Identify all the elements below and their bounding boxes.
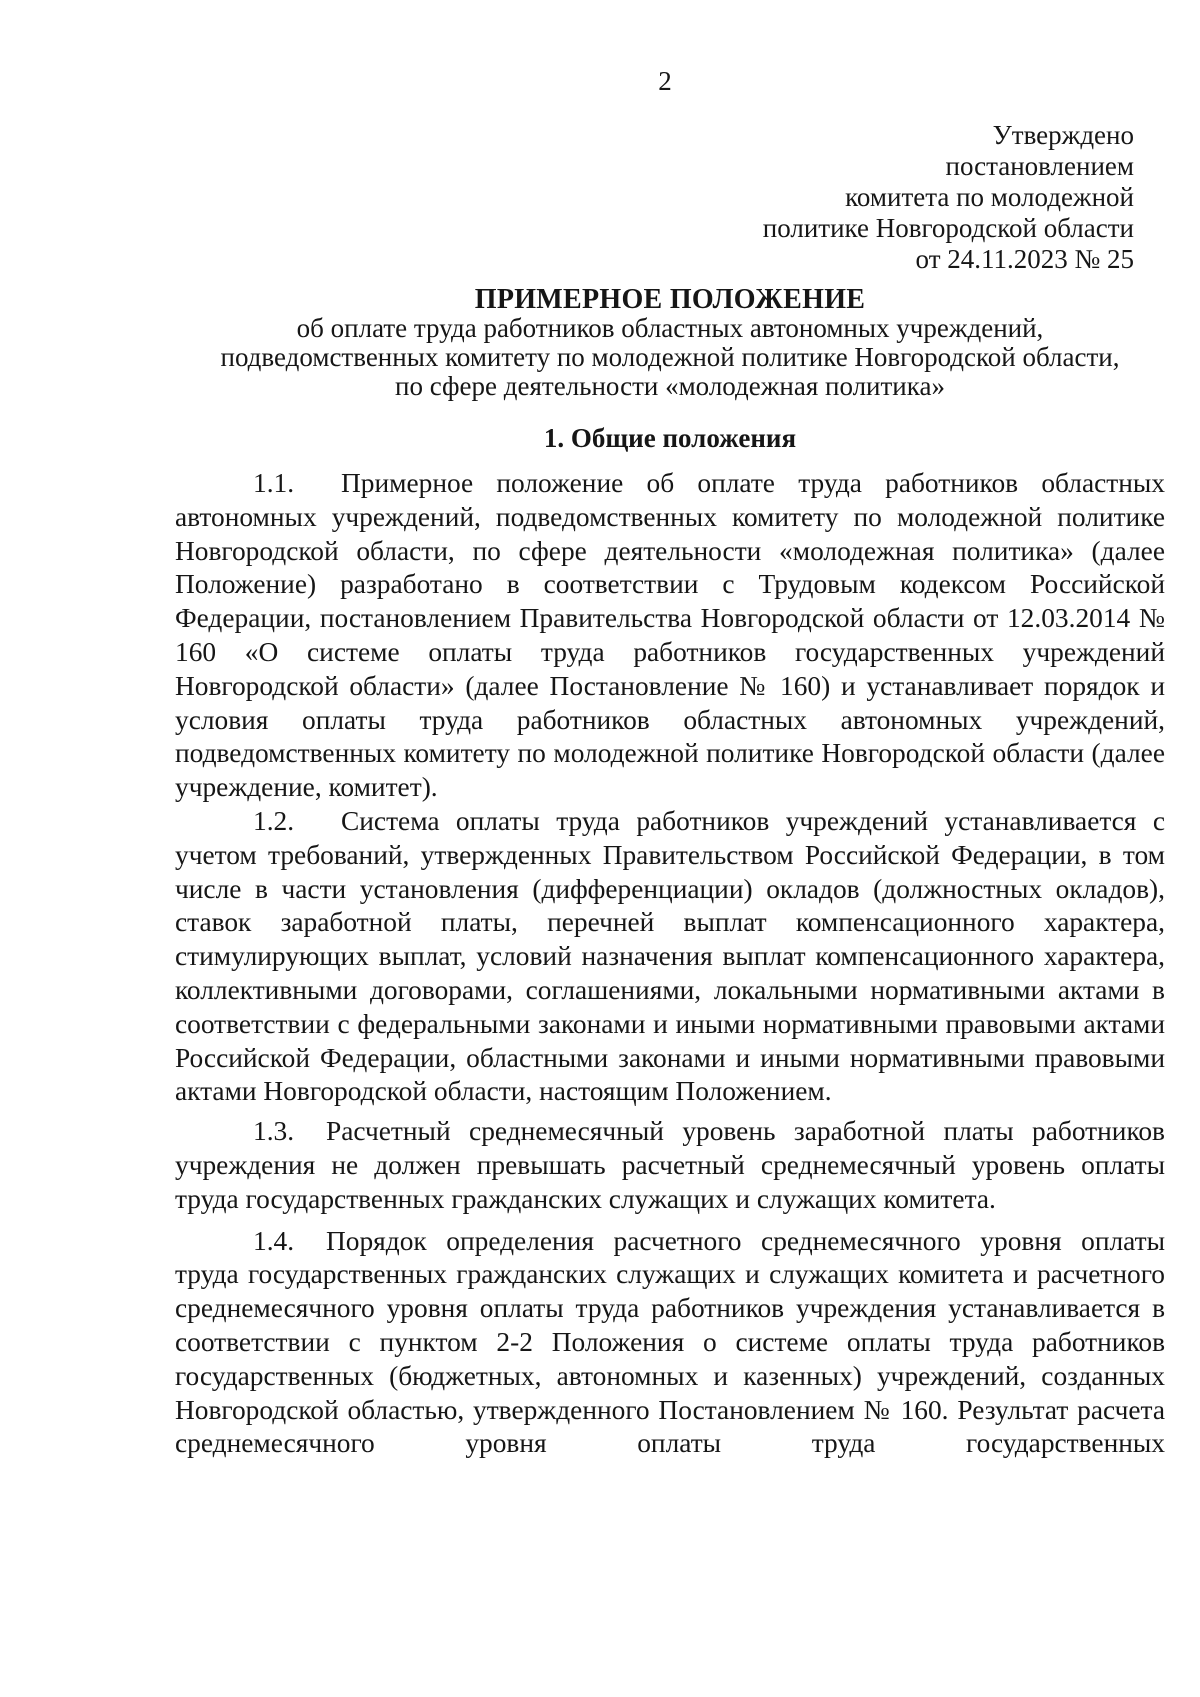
document-title-block	[175, 285, 1165, 401]
document-subtitle-line: подведомственных комитету по молодежной политике Новгородской области,	[220, 342, 1120, 372]
paragraph-number: 1.4.	[253, 1225, 295, 1256]
paragraph-1-1	[175, 467, 1165, 805]
document-subtitle-line: об оплате труда работников областных автономных учреждений,	[296, 313, 1044, 343]
section-body	[175, 467, 1165, 1461]
paragraph-1-4	[175, 1225, 1165, 1462]
paragraph-1-2	[175, 805, 1165, 1109]
paragraph-text: Система оплаты труда работников учреждений устанавливается с учетом требований, утвержденных Правительством Российской Федерации, в том числе в части установления (дифференциации) окладов (должностных окладов), ставок заработной платы, перечней выплат компенсационного характера, стимулирующих выплат, условий назначения выплат компенсационного характера, коллективными договорами, соглашениями, локальными нормативными актами в соответствии с федеральными законами и иными нормативными правовыми актами Российской Федерации, областными законами и иными нормативными правовыми актами Новгородской области, настоящим Положением.	[175, 805, 1165, 1107]
approval-line: комитета по молодежной	[845, 182, 1134, 212]
approval-line: от 24.11.2023 № 25	[915, 244, 1134, 274]
paragraph-number: 1.1.	[253, 468, 295, 498]
paragraph-number: 1.2.	[253, 805, 295, 836]
approval-line: Утверждено	[992, 120, 1134, 150]
paragraph-text: Расчетный среднемесячный уровень заработной платы работников учреждения не должен превышать расчетный среднемесячный уровень оплаты труда государственных гражданских служащих и служащих комитета.	[175, 1116, 1165, 1214]
document-title: ПРИМЕРНОЕ ПОЛОЖЕНИЕ	[474, 284, 866, 315]
paragraph-text: Примерное положение об оплате труда работников областных автономных учреждений, подведомственных комитету по молодежной политике Новгородской области, по сфере деятельности «молодежная политика» (далее Положение) разработано в соответствии с Трудовым кодексом Российской Федерации, постановлением Правительства Новгородской области от 12.03.2014 № 160 «О системе оплаты труда работников государственных учреждений Новгородской области» (далее Постановление № 160) и устанавливает порядок и условия оплаты труда работников областных автономных учреждений, подведомственных комитету по молодежной политике Новгородской области (далее учреждение, комитет).	[175, 468, 1165, 803]
page-number: 2	[658, 66, 672, 96]
paragraph-text: Порядок определения расчетного среднемесячного уровня оплаты труда государственных гражданских служащих и служащих комитета и расчетного среднемесячного уровня оплаты труда работников учреждения устанавливается в соответствии с пунктом 2-2 Положения о системе оплаты труда работников государственных (бюджетных, автономных и казенных) учреждений, созданных Новгородской областью, утвержденного Постановлением № 160. Результат расчета среднемесячного уровня оплаты труда государственных	[175, 1225, 1165, 1459]
approval-line: политике Новгородской области	[762, 213, 1134, 243]
approval-stamp	[614, 120, 1134, 275]
paragraph-number: 1.3.	[253, 1116, 295, 1147]
section-heading: 1. Общие положения	[543, 423, 797, 453]
approval-line: постановлением	[945, 151, 1134, 181]
document-subtitle-line: по сфере деятельности «молодежная политика»	[395, 371, 945, 401]
paragraph-1-3	[175, 1115, 1165, 1216]
